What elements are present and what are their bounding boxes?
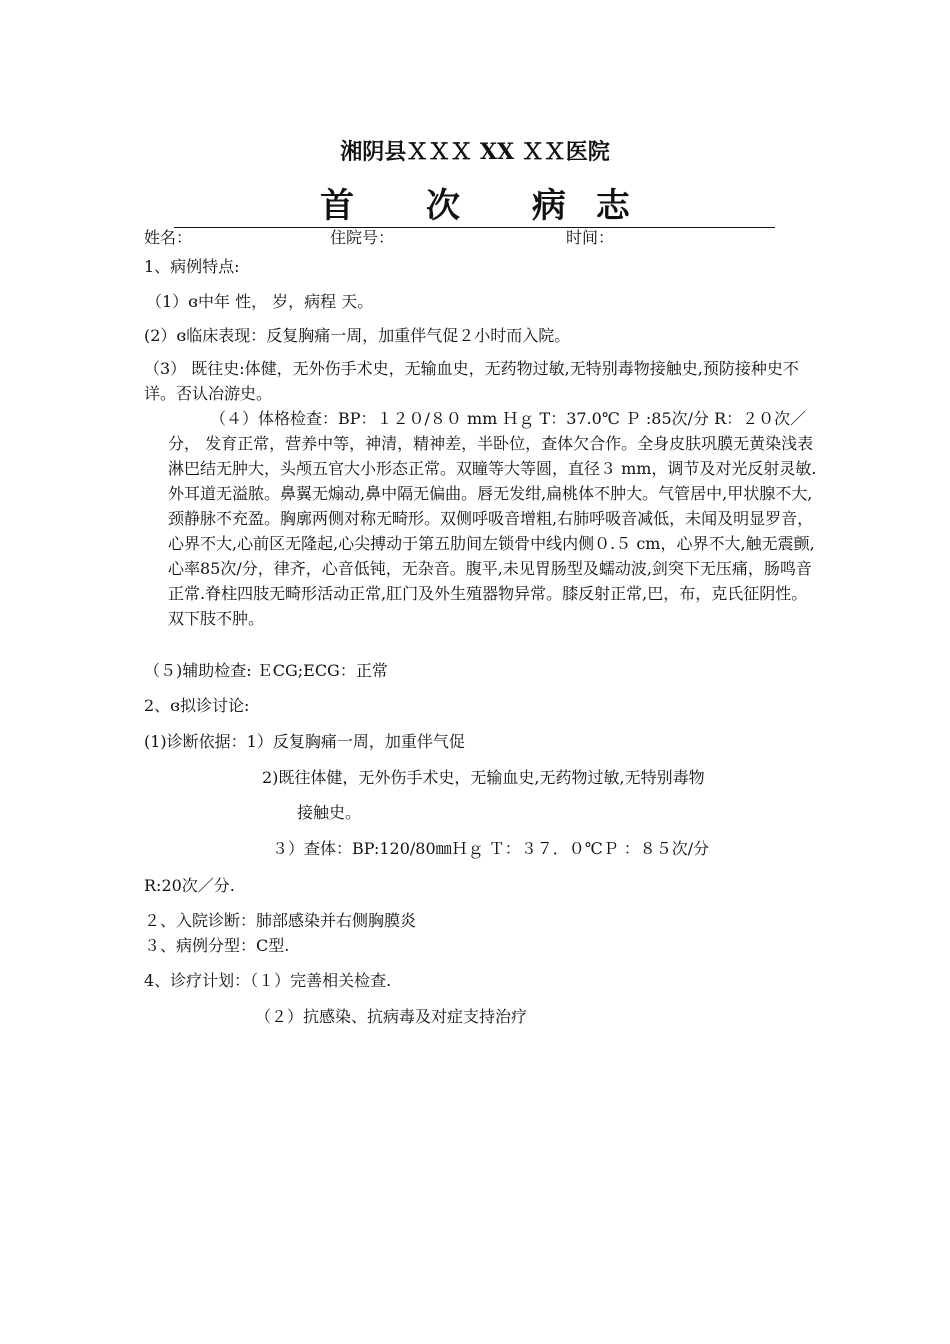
diagnosis-basis-2-cont: 接触史。 <box>297 803 362 822</box>
physical-exam-paragraph: （４）体格检查：BP：１２０/８０ mm Ｈｇ T：37.0℃ Ｐ :85次/分 R：２０次／分， 发育正常，营养中等，神清，精神差，半卧位，查体欠合作。全身皮肤巩膜无黄染浅表淋巴结无肿大，头颅五官大小形态正常。双瞳等大等圆，直径３ mm，调节及对光反射灵敏.外耳道无溢脓。鼻翼无煽动,鼻中隔无偏曲。唇无发绀,扁桃体不肿大。气管居中,甲状腺不大,颈静脉不充盈。胸廓两侧对称无畸形。双侧呼吸音增粗,右肺呼吸音减低，未闻及明显罗音，心界不大,心前区无隆起,心尖搏动于第五肋间左锁骨中线内侧０.５ cm，心界不大,触无震颤,心率85次/分，律齐，心音低钝，无杂音。腹平,未见胃肠型及蠕动波,剑突下无压痛，肠鸣音正常.脊柱四肢无畸形活动正常,肛门及外生殖器物异常。膝反射正常,巴，布，克氏征阴性。双下肢不肿。 <box>168 409 817 628</box>
header-underline <box>174 227 775 228</box>
diagnosis-basis-1: (1)诊断依据：1）反复胸痛一周，加重伴气促 <box>144 732 465 751</box>
auxiliary-exam: （５)辅助检查: ＥCG;ECG：正常 <box>144 661 388 680</box>
admission-number-label: 住院号： <box>330 228 395 247</box>
diagnosis-basis-3-cont: R:20次／分. <box>144 876 235 895</box>
admission-diagnosis: ２、入院诊断：肺部感染并右侧胸膜炎 <box>144 911 417 930</box>
name-label: 姓名： <box>144 228 193 247</box>
section-1-heading: 1、病例特点: <box>144 257 240 276</box>
treatment-plan-2: （２）抗感染、抗病毒及对症支持治疗 <box>255 1007 528 1026</box>
section-2-heading: 2、ɞ拟诊讨论: <box>144 696 250 715</box>
diagnosis-basis-2: 2)既往体健，无外伤手术史，无输血史,无药物过敏,无特别毒物 <box>262 768 705 787</box>
case-feature-3: （3） 既往史:体健，无外伤手术史，无输血史，无药物过敏,无特别毒物接触史,预防接种史不详。否认冶游史。 <box>144 359 799 403</box>
document-title: 首 次 病志 <box>320 186 660 226</box>
case-feature-1: （1）ɞ中年 性， 岁，病程 天。 <box>146 292 374 311</box>
treatment-plan-heading: 4、诊疗计划：（１）完善相关检查. <box>144 971 392 990</box>
hospital-name: 湘阴县ＸＸＸ XX ＸＸ医院 <box>340 139 610 165</box>
case-type: ３、病例分型：C型. <box>144 936 290 955</box>
case-feature-2: (2）ɞ临床表现：反复胸痛一周，加重伴气促２小时而入院。 <box>144 326 571 345</box>
diagnosis-basis-3: ３）查体：BP:120/80㎜Ｈｇ Ｔ：３７．０℃Ｐ ：８５次/分 <box>272 839 710 858</box>
time-label: 时间： <box>566 228 615 247</box>
